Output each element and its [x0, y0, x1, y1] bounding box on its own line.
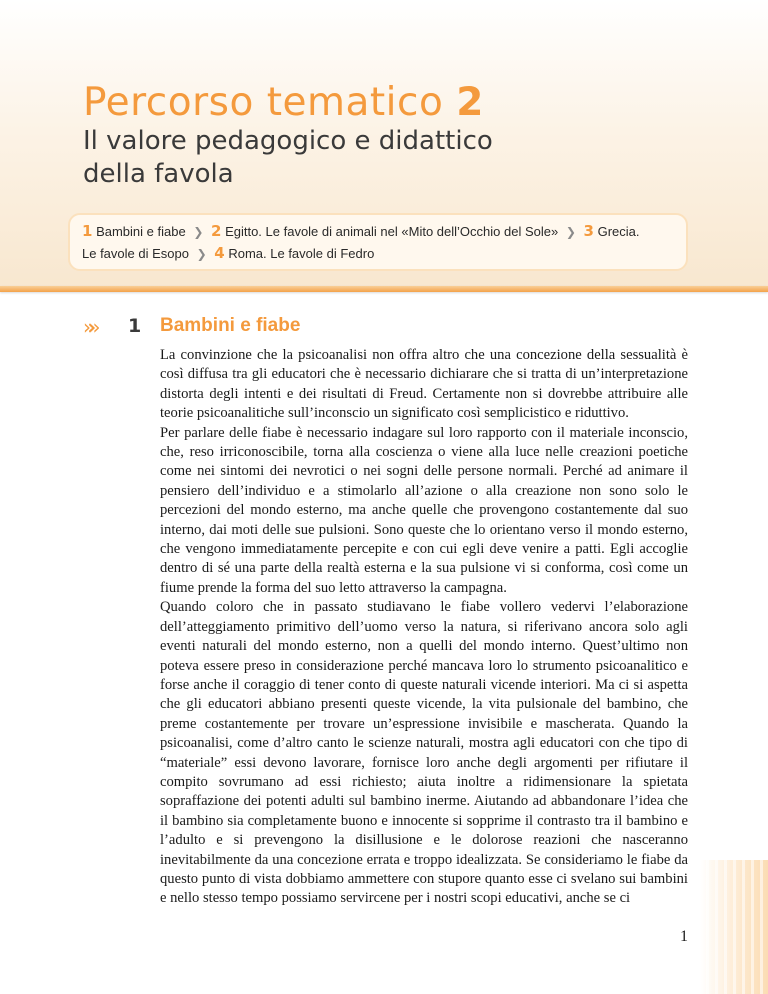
section-arrows-icon: »»: [83, 315, 94, 339]
title-number: 2: [456, 80, 484, 125]
chevron-right-icon: ❯: [196, 247, 207, 261]
toc-item-4-number: 4: [214, 244, 225, 262]
toc-item-4-label[interactable]: Roma. Le favole di Fedro: [228, 246, 375, 261]
chevron-right-icon: ❯: [193, 225, 204, 239]
body-paragraph-2: Per parlare delle fiabe è necessario indagare sul loro rapporto con il materiale inconscio, che, reso irriconoscibile, torna alla coscienza o viene alla luce nelle creazioni poetiche come nei sintomi dei nevrotici o nei sogni delle persone normali. Perché ad animare il pensiero dell’individuo e a stimolarlo all’azione o alla creazione non sono solo le percezioni del mondo esterno, ma anche quelle che provengono costantemente dal suo interno, dai moti delle sue pulsioni. Sono queste che lo orientano verso il mondo esterno, che vengono immediatamente percepite e con cui egli deve venire a patti. Egli accoglie dentro di sé una parte della realtà esterna e la sua pulsione vi si conforma, così come un fiume prende la forma del suo letto attraverso la campagna.: [160, 424, 688, 596]
body-paragraph-3: Quando coloro che in passato studiavano le fiabe vollero vedervi l’elaborazione dell’atteggiamento primitivo dell’uomo verso la natura, si riferivano ancora solo agli eventi naturali del mondo esterno, non a quelli del mondo interno. Quest’ultimo non poteva essere preso in considerazione perché mancava loro lo strumento psicoanalitico e forse anche il coraggio di tener conto di queste naturali vicende interiori. Ma ci si aspetta che gli educatori abbiano presenti queste vicende, la vita pulsionale del bambino, che preme costantemente per trovare un’espressione invisibile e mascherata. Quando la psicoanalisi, come d’altro canto le scienze naturali, mostra agli educatori con che tipo di “materiale” essi devono lavorare, fornisce loro anche degli argomenti per rifiutare il compito sovrumano ad essi richiesto; aiuta inoltre a ridimensionare la spietata sopraffazione dei potenti adulti sul bambino inerme. Aiutando ad abbandonare l’idea che il bambino sia completamente buono e innocente si sopprime il contrasto tra il bambino e l’adulto e si prevengono la disillusione e le dolorose reazioni che nasceranno inevitabilmente da una concezione errata e troppo idealizzata. Se consideriamo le fiabe da questo punto di vista dobbiamo ammettere con stupore quanto esse ci svelano sui bambini e nello stesso tempo possiamo servircene per i nostri scopi educativi, anche se ci: [160, 599, 688, 907]
toc-line-2: [82, 244, 374, 263]
toc-item-2-number: 2: [211, 222, 222, 240]
toc-item-3-number: 3: [583, 222, 594, 240]
page-subtitle: [83, 125, 643, 191]
toc-item-2-label[interactable]: Egitto. Le favole di animali nel «Mito dell’Occhio del Sole»: [225, 224, 559, 239]
page-number: 1: [680, 928, 688, 945]
section-title: Bambini e fiabe: [160, 315, 301, 336]
section-number: 1: [128, 315, 142, 337]
toc-item-1-number: 1: [82, 222, 93, 240]
toc-item-3-label-continued[interactable]: Le favole di Esopo: [82, 246, 189, 261]
toc-item-1-label[interactable]: Bambini e fiabe: [96, 224, 186, 239]
corner-decoration: [700, 860, 768, 994]
subtitle-line-2: della favola: [83, 159, 234, 189]
subtitle-line-1: Il valore pedagogico e didattico: [83, 126, 493, 156]
header-divider: [0, 286, 768, 292]
page-title: [83, 80, 484, 126]
chevron-right-icon: ❯: [565, 225, 576, 239]
toc-item-3-label[interactable]: Grecia.: [597, 224, 640, 239]
body-paragraph-1: La convinzione che la psicoanalisi non offra altro che una concezione della sessualità è così diffusa tra gli educatori che è necessario dichiarare che si tratta di un’interpretazione distorta degli intenti e dei risultati di Freud. Certamente non si dovrebbe attribuire alle teorie psicoanalitiche sull’inconscio un significato così semplicistico e riduttivo.: [160, 347, 688, 422]
section-body: [160, 346, 688, 909]
title-text: Percorso tematico: [83, 80, 444, 125]
toc-line-1: [82, 222, 639, 241]
